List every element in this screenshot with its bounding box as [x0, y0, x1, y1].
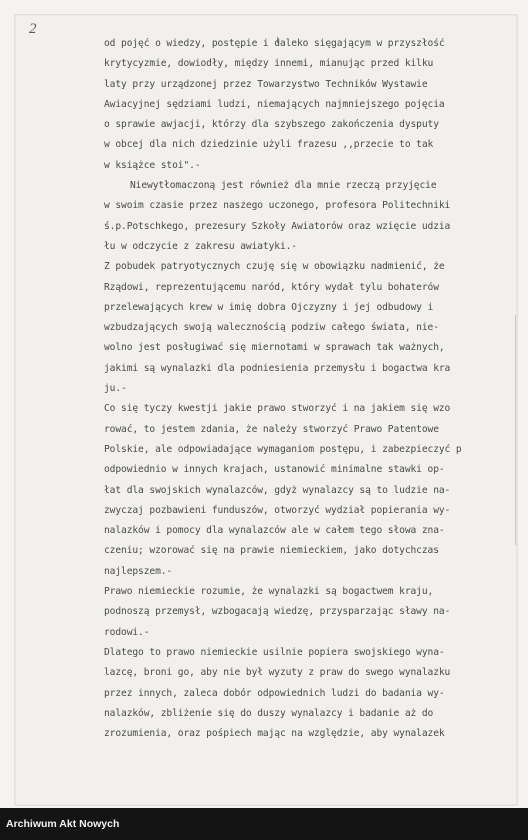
text-line: czeniu; wzorować się na prawie niemieckiem, jako dotychczas — [104, 545, 439, 557]
text-line: ś.p.Potschkego, prezesury Szkoły Awiatorów oraz wzięcie udzia — [104, 220, 451, 232]
text-line: od pojęć o wiedzy, postępie i daleko sięgającym w przyszłość — [104, 38, 445, 49]
text-line: Niewytłomaczoną jest również dla mnie rzeczą przyjęcie — [130, 180, 437, 192]
text-line: najlepszem.- — [104, 565, 173, 577]
text-line: wzbudzających swoją walecznością podziw całego świata, nie- — [104, 322, 439, 334]
archive-name: Archiwum Akt Nowych — [6, 818, 120, 830]
text-line: krytycyzmie, dowiodły, między innemi, mianując przed kilku — [104, 58, 434, 70]
text-line: w obcej dla nich dziedzinie użyli frazesu ,,przecie to tak — [104, 139, 434, 151]
text-line: w książce stoi".- — [104, 159, 201, 171]
text-line: rować, to jestem zdania, że należy stworzyć Prawo Patentowe — [104, 423, 439, 435]
text-line: Polskie, ale odpowiadające wymaganiom postępu, i zabezpieczyć p — [104, 443, 462, 455]
archive-footer — [0, 808, 528, 840]
text-line: ju.- — [104, 383, 127, 395]
text-line: nalazków i pomocy dla wynalazców ale w całem tego słowa zna- — [104, 525, 445, 537]
text-line: Rządowi, reprezentującemu naród, który wydał tylu bohaterów — [104, 281, 439, 293]
text-line: nalazków, zbliżenie się do duszy wynalazcy i badanie aż do — [104, 707, 434, 719]
text-line: Prawo niemieckie rozumie, że wynalazki są bogactwem kraju, — [104, 586, 434, 598]
text-line: Co się tyczy kwestji jakie prawo stworzyć i na jakiem się wzo — [104, 403, 451, 415]
text-line: przelewających krew w imię dobra Ojczyzny i jej odbudowy i — [104, 301, 434, 313]
page-number: 2 — [29, 21, 37, 37]
text-line: laty przy urządzonej przez Towarzystwo Techników Wystawie — [104, 78, 428, 90]
typed-text-body — [104, 34, 496, 744]
text-line: podnoszą przemysł, wzbogacają wiedzę, przysparzając sławy na- — [104, 606, 451, 618]
text-line: łu w odczycie z zakresu awiatyki.- — [104, 240, 297, 252]
text-line: Awiacyjnej sędziami ludzi, niemających najmniejszego pojęcia — [104, 98, 445, 110]
text-line: zwyczaj pozbawieni funduszów, otworzyć wydział popierania wy- — [104, 504, 451, 516]
text-line: w swoim czasie przez naszego uczonego, profesora Politechniki — [104, 200, 451, 212]
text-line: rodowi.- — [104, 626, 150, 638]
text-line: Z pobudek patryotycznych czuję się w obowiązku nadmienić, że — [104, 261, 445, 273]
text-line: odpowiednio w innych krajach, ustanowić minimalne stawki op- — [104, 464, 445, 476]
text-line: o sprawie awjacji, którzy dla szybszego zakończenia dysputy — [104, 119, 439, 131]
text-line: zrozumienia, oraz pośpiech mając na względzie, aby wynalazek — [104, 728, 445, 740]
text-line: łat dla swojskich wynalazców, gdyż wynalazcy są to ludzie na- — [104, 484, 451, 496]
text-line: wolno jest posługiwać się miernotami w sprawach tak ważnych, — [104, 342, 445, 354]
text-line: Dlatego to prawo niemieckie usilnie popiera swojskiego wyna- — [104, 646, 445, 658]
text-line: przez innych, zaleca dobór odpowiednich ludzi do badania wy- — [104, 687, 445, 699]
text-line: jakimi są wynalazki dla podniesienia przemysłu i bogactwa kra — [104, 362, 451, 374]
text-line: lazcę, broni go, aby nie był wyzuty z praw do swego wynalazku — [104, 667, 451, 679]
margin-rule — [515, 315, 516, 545]
